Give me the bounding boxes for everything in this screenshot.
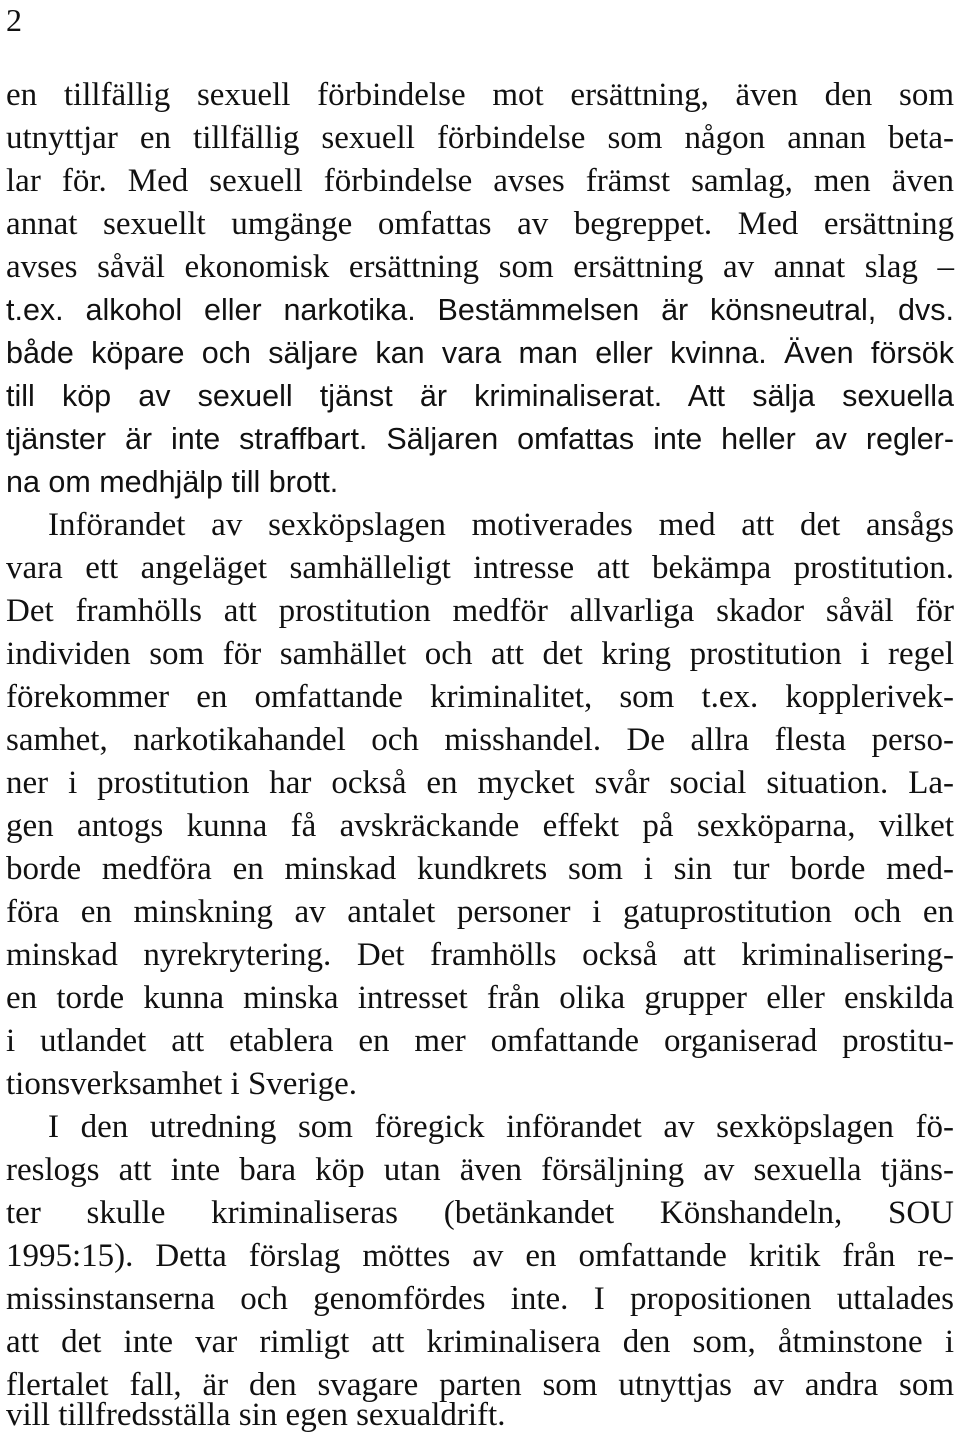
- text-line: till köp av sexuell tjänst är kriminaliserat. Att sälja sexuella: [6, 379, 954, 413]
- page-number: 2: [6, 2, 22, 38]
- text-line: vill tillfredsställa sin egen sexualdrift.: [6, 1397, 506, 1433]
- text-line: både köpare och säljare kan vara man eller kvinna. Även försök: [6, 336, 954, 370]
- text-line: en torde kunna minska intresset från olika grupper eller enskilda: [6, 980, 954, 1016]
- text-line: missinstanserna och genomfördes inte. I propositionen uttalades: [6, 1281, 954, 1317]
- text-line: utnyttjar en tillfällig sexuell förbindelse som någon annan beta-: [6, 120, 954, 156]
- text-line: ner i prostitution har också en mycket svår social situation. La-: [6, 765, 954, 801]
- text-line: i utlandet att etablera en mer omfattande organiserad prostitu-: [6, 1023, 954, 1059]
- text-line: lar för. Med sexuell förbindelse avses främst samlag, men även: [6, 163, 954, 199]
- text-line: Införandet av sexköpslagen motiverades med att det ansågs: [48, 507, 954, 543]
- text-line: en tillfällig sexuell förbindelse mot ersättning, även den som: [6, 77, 954, 113]
- text-line: förekommer en omfattande kriminalitet, som t.ex. kopplerivek-: [6, 679, 954, 715]
- text-line: avses såväl ekonomisk ersättning som ersättning av annat slag –: [6, 249, 954, 285]
- text-line: vara ett angeläget samhälleligt intresse att bekämpa prostitution.: [6, 550, 954, 586]
- text-line: individen som för samhället och att det kring prostitution i regel: [6, 636, 954, 672]
- text-line: borde medföra en minskad kundkrets som i sin tur borde med-: [6, 851, 954, 887]
- text-line: minskad nyrekrytering. Det framhölls också att kriminalisering-: [6, 937, 954, 973]
- text-line: I den utredning som föregick införandet av sexköpslagen fö-: [48, 1109, 954, 1145]
- text-line: att det inte var rimligt att kriminalisera den som, åtminstone i: [6, 1324, 954, 1360]
- text-line: tionsverksamhet i Sverige.: [6, 1066, 358, 1102]
- text-line: annat sexuellt umgänge omfattas av begreppet. Med ersättning: [6, 206, 954, 242]
- text-line: föra en minskning av antalet personer i gatuprostitution och en: [6, 894, 954, 930]
- text-line: ter skulle kriminaliseras (betänkandet Könshandeln, SOU: [6, 1195, 954, 1231]
- text-line: na om medhjälp till brott.: [6, 465, 339, 499]
- text-line: tjänster är inte straffbart. Säljaren omfattas inte heller av regler-: [6, 422, 954, 456]
- text-line: Det framhölls att prostitution medför allvarliga skador såväl för: [6, 593, 954, 629]
- text-line: t.ex. alkohol eller narkotika. Bestämmelsen är könsneutral, dvs.: [6, 293, 954, 327]
- text-line: samhet, narkotikahandel och misshandel. De allra flesta perso-: [6, 722, 954, 758]
- text-line: reslogs att inte bara köp utan även försäljning av sexuella tjäns-: [6, 1152, 954, 1188]
- text-line: flertalet fall, är den svagare parten som utnyttjas av andra som: [6, 1367, 954, 1403]
- text-line: gen antogs kunna få avskräckande effekt på sexköparna, vilket: [6, 808, 954, 844]
- text-line: 1995:15). Detta förslag möttes av en omfattande kritik från re-: [6, 1238, 954, 1274]
